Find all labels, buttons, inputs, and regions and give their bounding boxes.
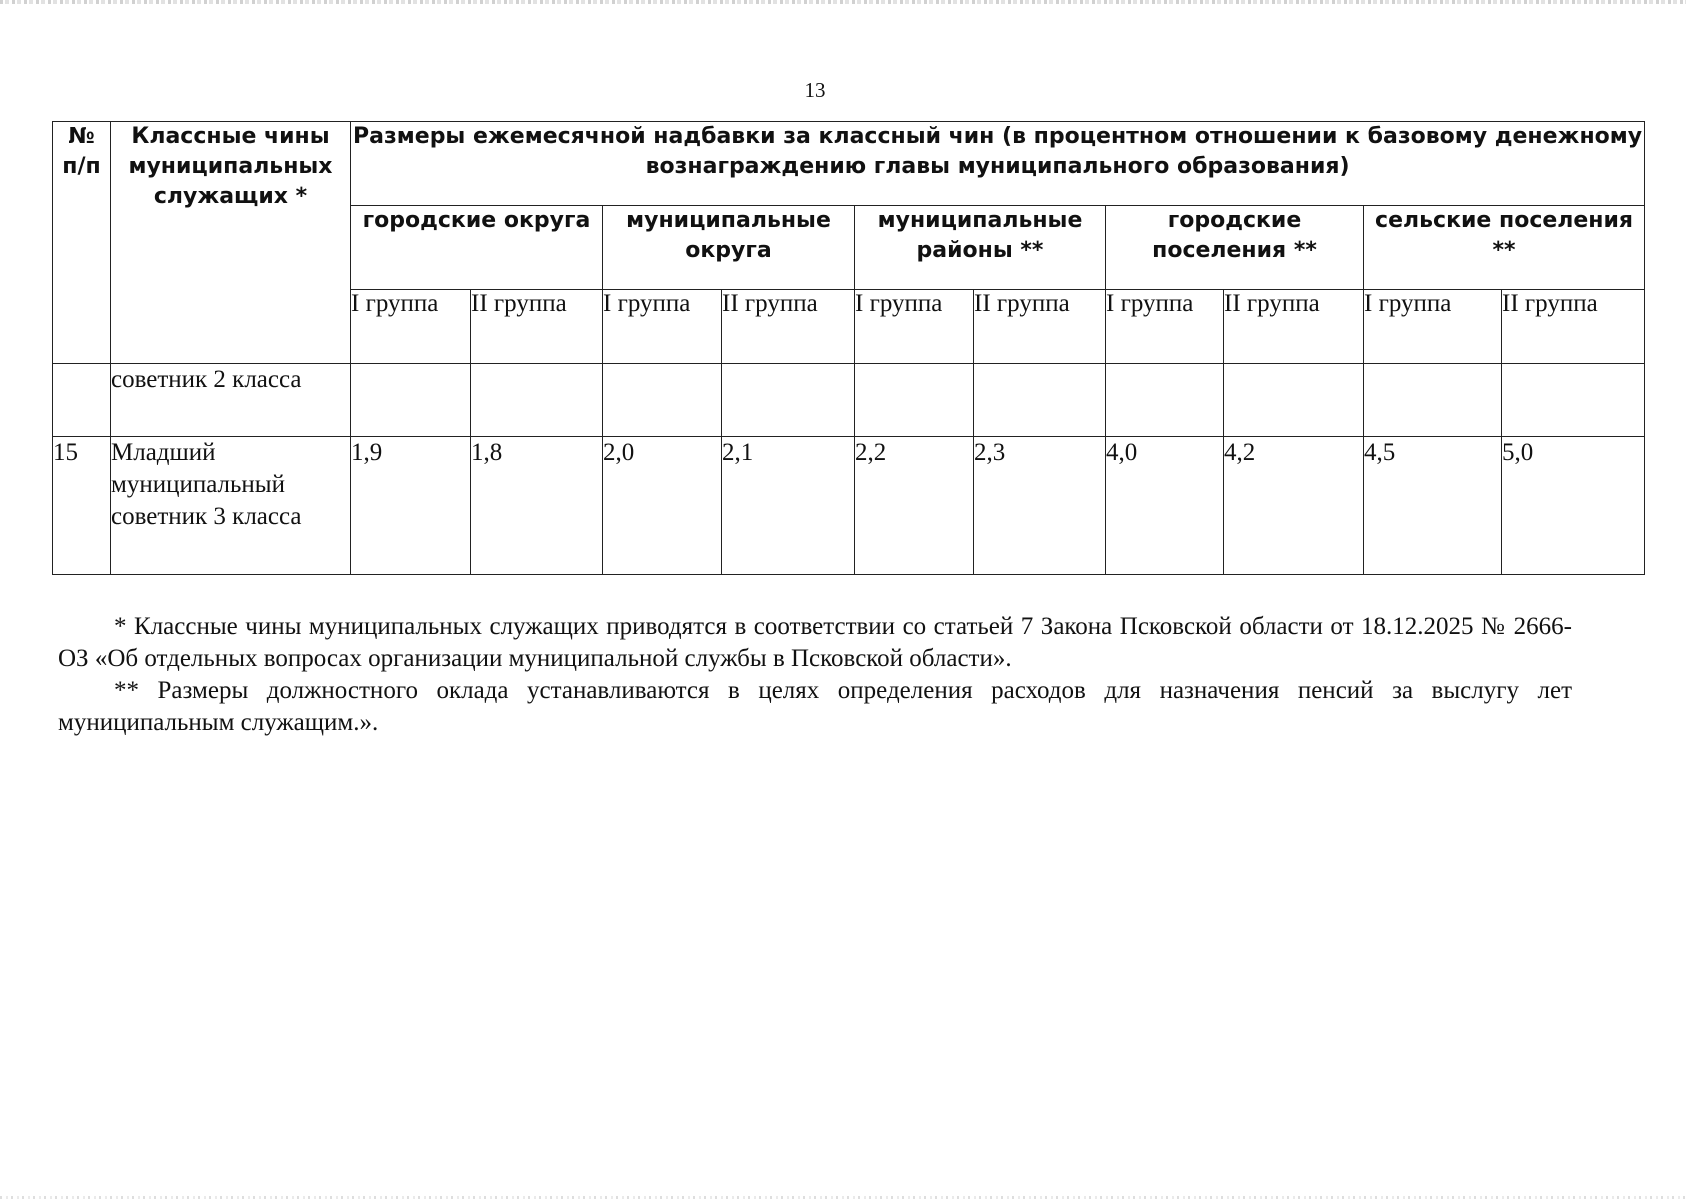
value-cell [1106,364,1224,437]
value-cell [855,364,974,437]
value-cell [1502,364,1645,437]
value-cell: 2,3 [974,437,1106,575]
header-subgroup: II группа [722,290,855,364]
page-number: 13 [804,78,826,102]
table-header [53,122,1645,364]
header-subgroup: II группа [1224,290,1364,364]
value-cell [351,364,471,437]
header-subgroup: I группа [603,290,722,364]
value-cell [1224,364,1364,437]
header-subgroup: I группа [1106,290,1224,364]
header-group-rural-settlements: сельские поселения ** [1364,206,1645,290]
table-body [53,364,1645,575]
value-cell [722,364,855,437]
footnote-classes: * Классные чины муниципальных служащих приводятся в соответствии со статьей 7 Закона Псковской области от 18.12.2025 № 2666-ОЗ «Об отдельных вопросах организации муниципальной службы в Псковской области». [58,613,1572,672]
header-subgroup: I группа [855,290,974,364]
header-rank: Классные чины муниципальных служащих * [111,122,351,364]
value-cell: 2,2 [855,437,974,575]
table-row [53,437,1645,575]
value-cell [471,364,603,437]
footnotes [58,611,1572,739]
header-subgroup: II группа [471,290,603,364]
header-title: Размеры ежемесячной надбавки за классный чин (в процентном отношении к базовому денежному вознаграждению главы муниципального образования) [351,122,1645,206]
value-cell: 4,2 [1224,437,1364,575]
row-number-cell: 15 [53,437,111,575]
header-group-urban-districts: городские округа [351,206,603,290]
header-group-municipal-districts: муниципальные округа [603,206,855,290]
value-cell: 4,5 [1364,437,1502,575]
header-number: № п/п [53,122,111,364]
value-cell: 2,1 [722,437,855,575]
header-subgroup: II группа [974,290,1106,364]
scan-edge-top [0,0,1686,4]
header-group-municipal-regions: муниципальные районы ** [855,206,1106,290]
header-subgroup: I группа [1364,290,1502,364]
value-cell [603,364,722,437]
value-cell: 1,9 [351,437,471,575]
value-cell: 4,0 [1106,437,1224,575]
footnote-salary: ** Размеры должностного оклада устанавливаются в целях определения расходов для назначения пенсий за выслугу лет муниципальным служащим.». [58,677,1572,736]
header-subgroup: I группа [351,290,471,364]
value-cell: 1,8 [471,437,603,575]
row-number-cell [53,364,111,437]
value-cell [974,364,1106,437]
value-cell [1364,364,1502,437]
value-cell: 2,0 [603,437,722,575]
value-cell: 5,0 [1502,437,1645,575]
header-subgroup: II группа [1502,290,1645,364]
row-rank-cell: Младший муниципальный советник 3 класса [111,437,351,575]
header-group-urban-settlements: городские поселения ** [1106,206,1364,290]
scan-edge-bottom [0,1196,1686,1199]
row-rank-cell: советник 2 класса [111,364,351,437]
rank-allowance-table [52,121,1645,575]
table-row [53,364,1645,437]
